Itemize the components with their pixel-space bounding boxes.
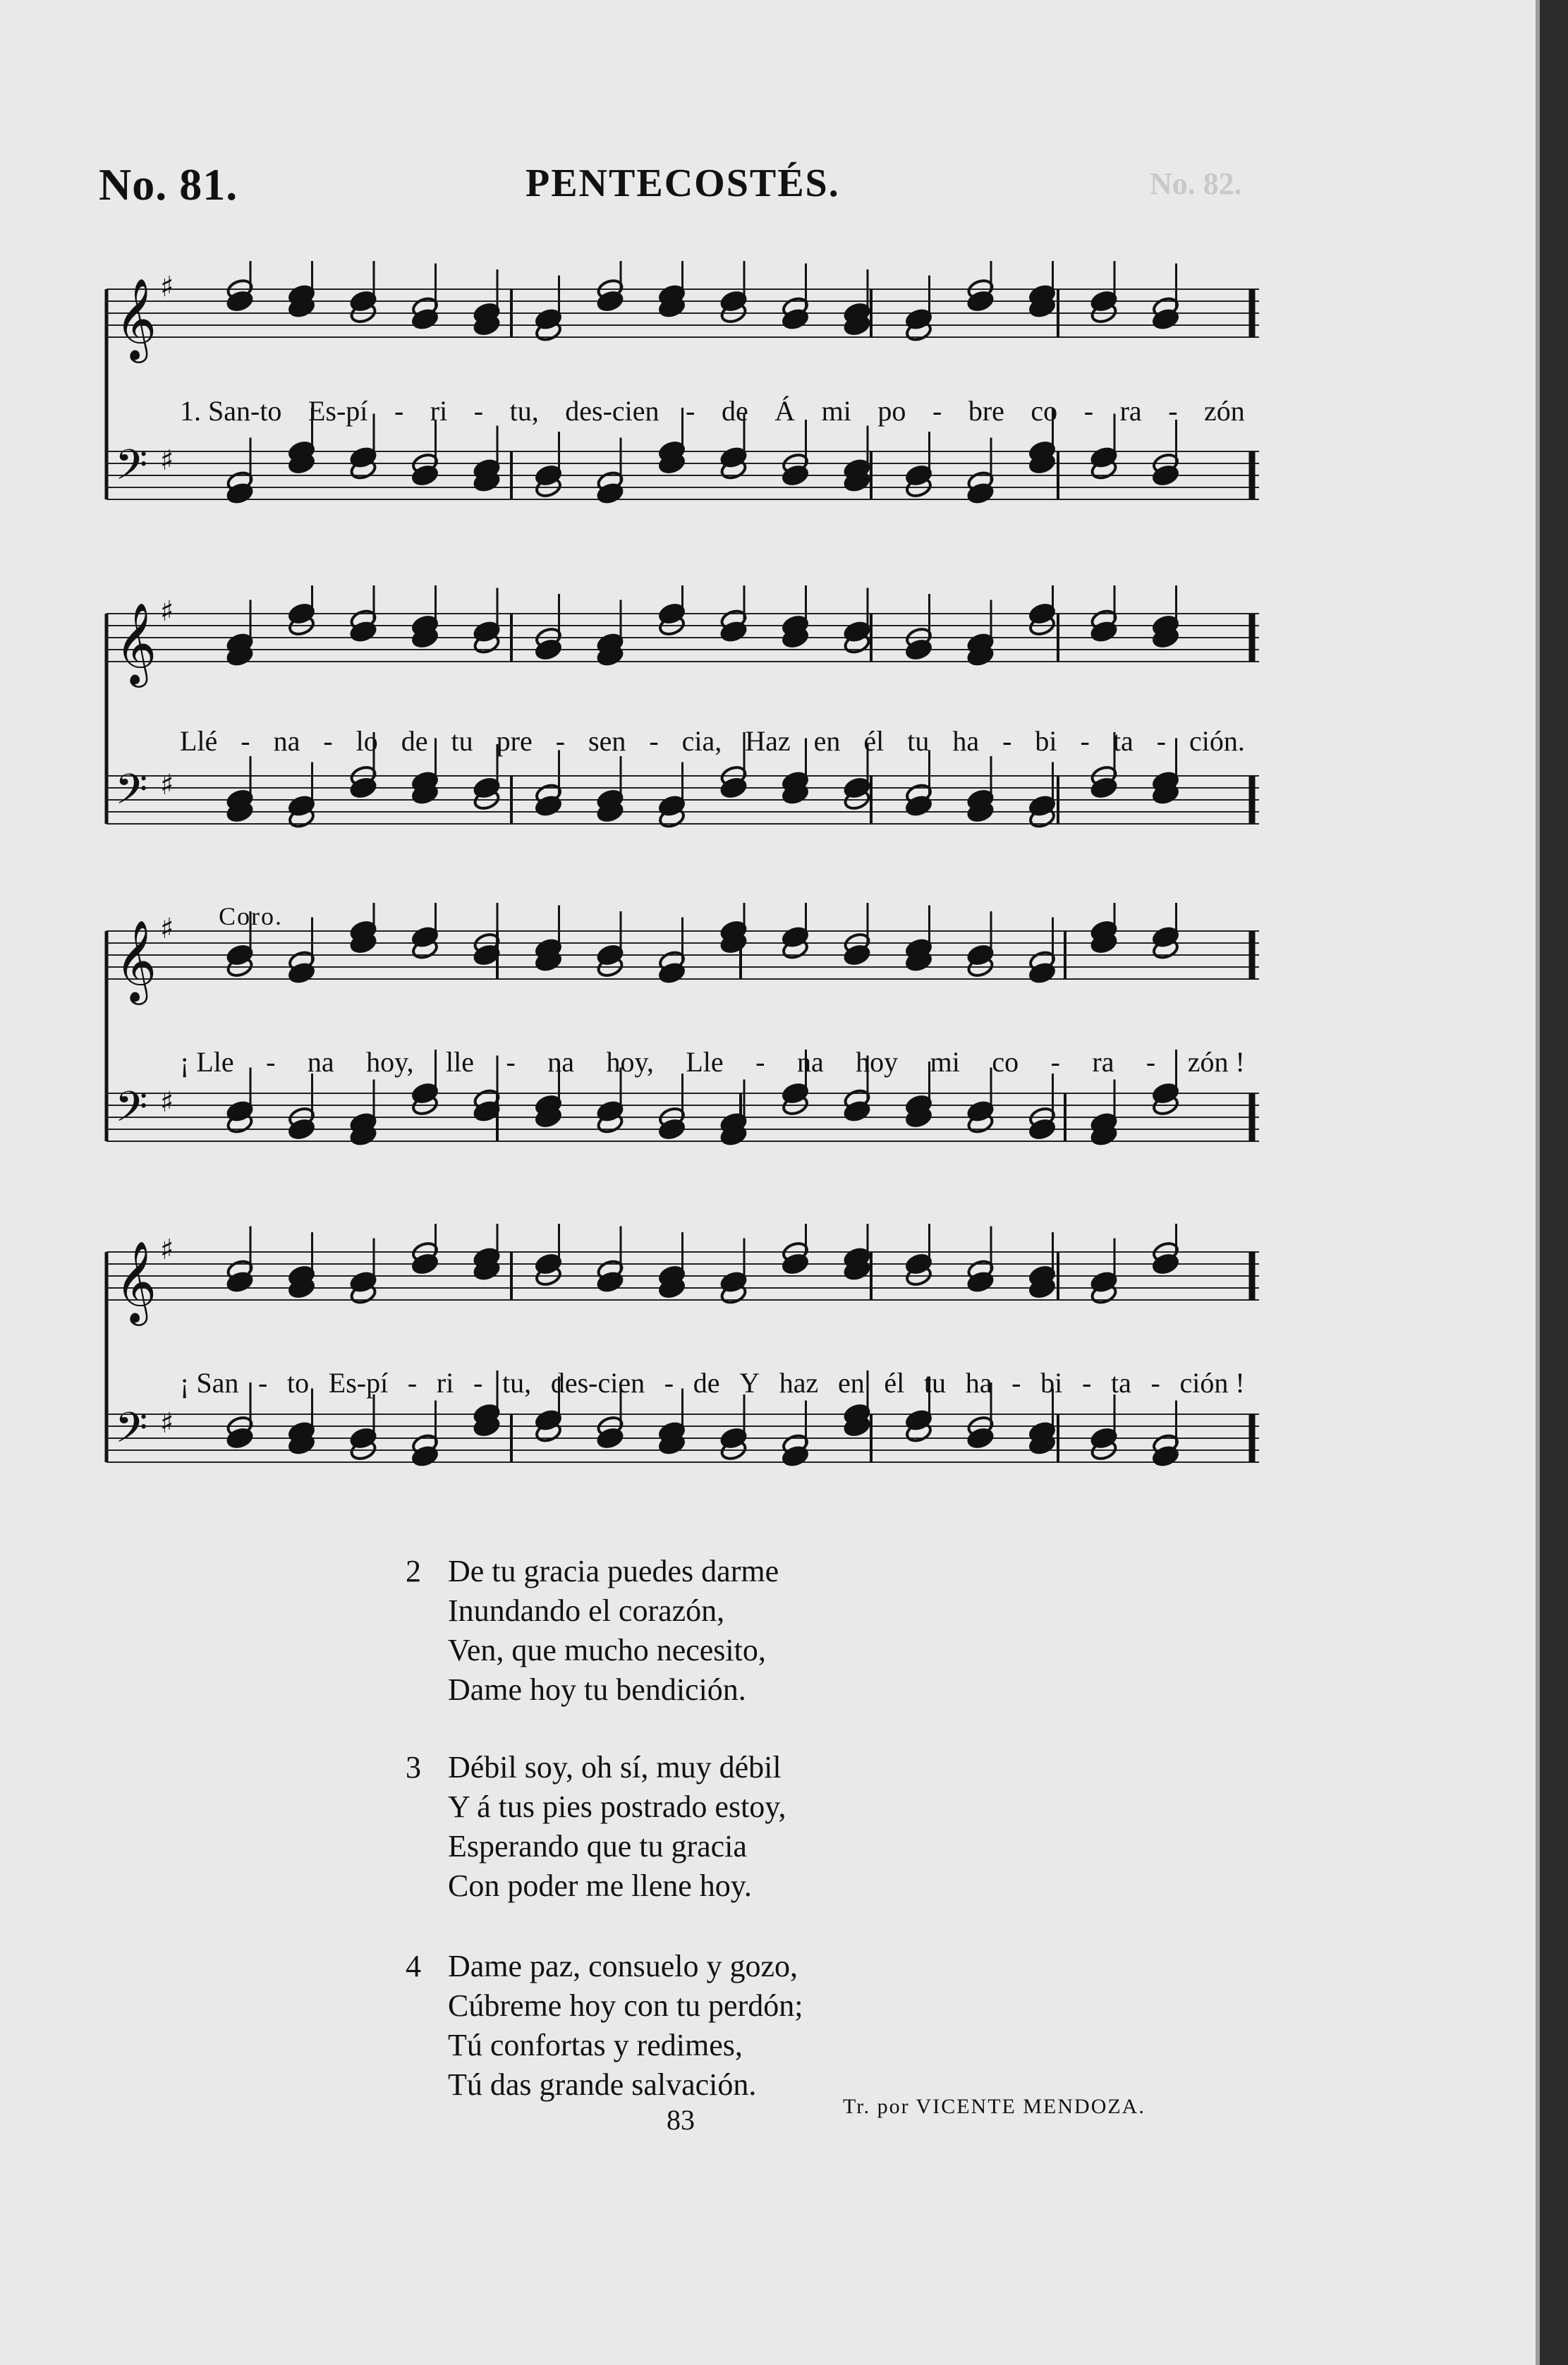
lyric-syllable: - [506,1045,516,1078]
verse-line: Dame hoy tu bendición. [448,1672,746,1707]
key-signature-sharp-icon: ♯ [160,444,174,477]
treble-clef-icon: 𝄞 [115,277,157,360]
note-head [349,620,377,643]
note-head [843,944,870,966]
verse-line: Tú confortas y redimes, [448,2028,743,2062]
lyric-syllable: pre [496,724,533,757]
lyric-syllable: Á [774,394,796,427]
lyric-syllable: des-cien [565,394,660,427]
page-edge-shadow [1536,0,1540,2365]
note-head [966,1270,994,1293]
lyric-syllable: 1. San-to [180,394,282,427]
lyric-syllable: él [863,724,885,757]
bass-clef-icon: 𝄢 [115,1082,148,1141]
lyric-syllable: lle [446,1045,474,1078]
note-head [1152,1445,1179,1467]
lyric-line-3 [180,1040,1245,1083]
note-head [596,1270,624,1293]
verse-line: Débil soy, oh sí, muy débil [448,1750,782,1785]
verse-line: Inundando el corazón, [448,1593,725,1628]
lyric-syllable: Es-pí [308,394,368,427]
lyric-syllable: ra [1119,394,1142,427]
verse-line: Cúbreme hoy con tu perdón; [448,1988,803,2023]
key-signature-sharp-icon: ♯ [160,769,174,801]
verse-line: Dame paz, consuelo y gozo, [448,1949,798,1983]
treble-clef-icon: 𝄞 [115,602,157,684]
lyric-syllable: hoy, [606,1045,654,1078]
lyric-syllable: Lle [686,1045,724,1078]
bass-clef-icon: 𝄢 [115,765,148,824]
lyric-syllable: mi [821,394,851,427]
note-head [349,777,377,799]
note-head [905,794,932,817]
lyric-syllable: - [1050,1045,1060,1078]
note-head [411,1445,439,1467]
verse-line: Con poder me llene hoy. [448,1868,752,1903]
key-signature-sharp-icon: ♯ [160,595,174,628]
lyric-syllable: po [877,394,906,427]
lyric-syllable: zón ! [1187,1045,1245,1078]
lyric-syllable: tu [451,724,473,757]
note-head [966,482,994,504]
lyric-syllable: tu [907,724,930,757]
note-head [596,1427,624,1449]
lyric-syllable: - [1002,724,1012,757]
note-head [782,1445,809,1467]
translator-credit: Tr. por VICENTE MENDOZA. [843,2095,1145,2118]
verse-line: Esperando que tu gracia [448,1829,747,1864]
key-signature-sharp-icon: ♯ [160,271,174,303]
lyric-syllable: de [401,724,428,757]
note-head [658,1118,686,1141]
note-head [905,638,932,661]
key-signature-sharp-icon: ♯ [160,913,174,945]
note-head [658,961,686,984]
verse-line: De tu gracia puedes darme [448,1554,779,1588]
lyric-syllable: des-cien [550,1366,645,1399]
lyric-syllable: zón [1204,394,1245,427]
lyric-syllable: ¡ Lle [180,1045,234,1078]
lyric-syllable: ri [430,394,448,427]
note-head [1028,1118,1056,1141]
note-head [1090,620,1117,643]
lyric-syllable: en [813,724,841,757]
note-head [1152,1253,1179,1275]
note-head [966,290,994,312]
lyric-syllable: - [555,724,566,757]
lyric-syllable: na [547,1045,575,1078]
lyric-syllable: - [394,394,404,427]
lyric-line-2 [180,719,1245,762]
lyric-syllable: - [1156,724,1167,757]
lyric-syllable: bre [968,394,1004,427]
lyric-syllable: ¡ San [180,1366,239,1399]
lyric-syllable: ra [1092,1045,1114,1078]
bass-clef-icon: 𝄢 [115,1403,148,1462]
lyric-syllable: - [473,1366,483,1399]
lyric-syllable: - [664,1366,674,1399]
lyric-syllable: - [649,724,659,757]
note-head [596,482,624,504]
treble-clef-icon: 𝄞 [115,1240,157,1323]
lyric-syllable: lo [355,724,378,757]
lyric-syllable: hoy [856,1045,899,1078]
note-head [288,1118,315,1141]
key-signature-sharp-icon: ♯ [160,1234,174,1266]
chorus-label: Coro. [219,902,283,930]
lyric-syllable: hoy, [366,1045,414,1078]
note-head [719,777,747,799]
lyric-syllable: na [307,1045,334,1078]
note-head [1152,308,1179,330]
lyric-syllable: sen [588,724,626,757]
note-head [719,620,747,643]
key-signature-sharp-icon: ♯ [160,1407,174,1440]
note-head [966,1427,994,1449]
lyric-syllable: na [796,1045,824,1078]
lyric-syllable: - [1145,1045,1156,1078]
note-head [535,794,562,817]
key-signature-sharp-icon: ♯ [160,1086,174,1119]
note-head [411,464,439,487]
lyric-syllable: to [287,1366,310,1399]
verse-number: 3 [406,1750,421,1785]
note-head [226,290,253,312]
note-head [411,1253,439,1275]
note-head [226,482,253,504]
lyric-syllable: cia, [681,724,722,757]
verse-number: 4 [406,1949,421,1983]
lyric-line-1 [180,389,1245,432]
lyric-syllable: - [1081,1366,1092,1399]
lyric-syllable: tu, [509,394,539,427]
lyric-syllable: - [323,724,333,757]
lyric-syllable: tu, [502,1366,532,1399]
lyric-syllable: ta [1110,1366,1131,1399]
page-number: 83 [667,2104,695,2136]
verse-line: Ven, que mucho necesito, [448,1633,766,1667]
lyric-syllable: Es-pí [328,1366,389,1399]
lyric-syllable: - [1150,1366,1160,1399]
lyric-syllable: - [1083,394,1094,427]
lyric-syllable: - [1080,724,1090,757]
note-head [411,308,439,330]
lyric-syllable: él [884,1366,905,1399]
lyric-syllable: co [992,1045,1019,1078]
note-head [782,1253,809,1275]
lyric-syllable: ri [436,1366,454,1399]
lyric-syllable: - [258,1366,268,1399]
note-head [782,308,809,330]
note-head [226,1427,253,1449]
lyric-syllable: bi [1040,1366,1063,1399]
note-head [1028,961,1056,984]
note-head [288,961,315,984]
note-head [596,290,624,312]
lyric-syllable: de [721,394,748,427]
lyric-syllable: ción. [1189,724,1245,757]
bass-clef-icon: 𝄢 [115,440,148,499]
lyric-syllable: bi [1035,724,1057,757]
lyric-syllable: Llé [180,724,218,757]
hymn-number: No. 81. [99,159,238,209]
lyric-syllable: - [686,394,695,427]
note-head [226,1270,253,1293]
lyric-syllable: mi [930,1045,960,1078]
bleed-through-text: No. 82. [1150,166,1242,201]
hymn-title: PENTECOSTÉS. [525,162,840,205]
lyric-syllable: na [273,724,300,757]
lyric-syllable: ta [1112,724,1134,757]
treble-clef-icon: 𝄞 [115,919,157,1002]
note-head [843,1100,870,1122]
lyric-syllable: - [755,1045,765,1078]
lyric-syllable: - [473,394,484,427]
page-edge [1540,0,1568,2365]
lyric-syllable: - [932,394,942,427]
verse-number: 2 [406,1554,421,1588]
lyric-syllable: ción ! [1179,1366,1245,1399]
lyric-syllable: ha [952,724,980,757]
lyric-syllable: haz [779,1366,819,1399]
lyric-syllable: - [241,724,250,757]
note-head [782,464,809,487]
lyric-syllable: co [1031,394,1058,427]
note-head [535,638,562,661]
verse-line: Tú das grande salvación. [448,2067,757,2102]
verse-line: Y á tus pies postrado estoy, [448,1789,786,1824]
lyric-syllable: en [837,1366,865,1399]
note-head [1090,777,1117,799]
lyric-syllable: ha [965,1366,992,1399]
lyric-syllable: - [1011,1366,1021,1399]
lyric-syllable: Haz [745,724,791,757]
lyric-syllable: Y [739,1366,760,1399]
lyric-syllable: de [693,1366,720,1399]
lyric-syllable: - [266,1045,276,1078]
lyric-syllable: - [1168,394,1178,427]
lyric-line-4 [180,1361,1245,1404]
lyric-syllable: - [407,1366,418,1399]
lyric-syllable: tu [923,1366,947,1399]
note-head [1152,464,1179,487]
